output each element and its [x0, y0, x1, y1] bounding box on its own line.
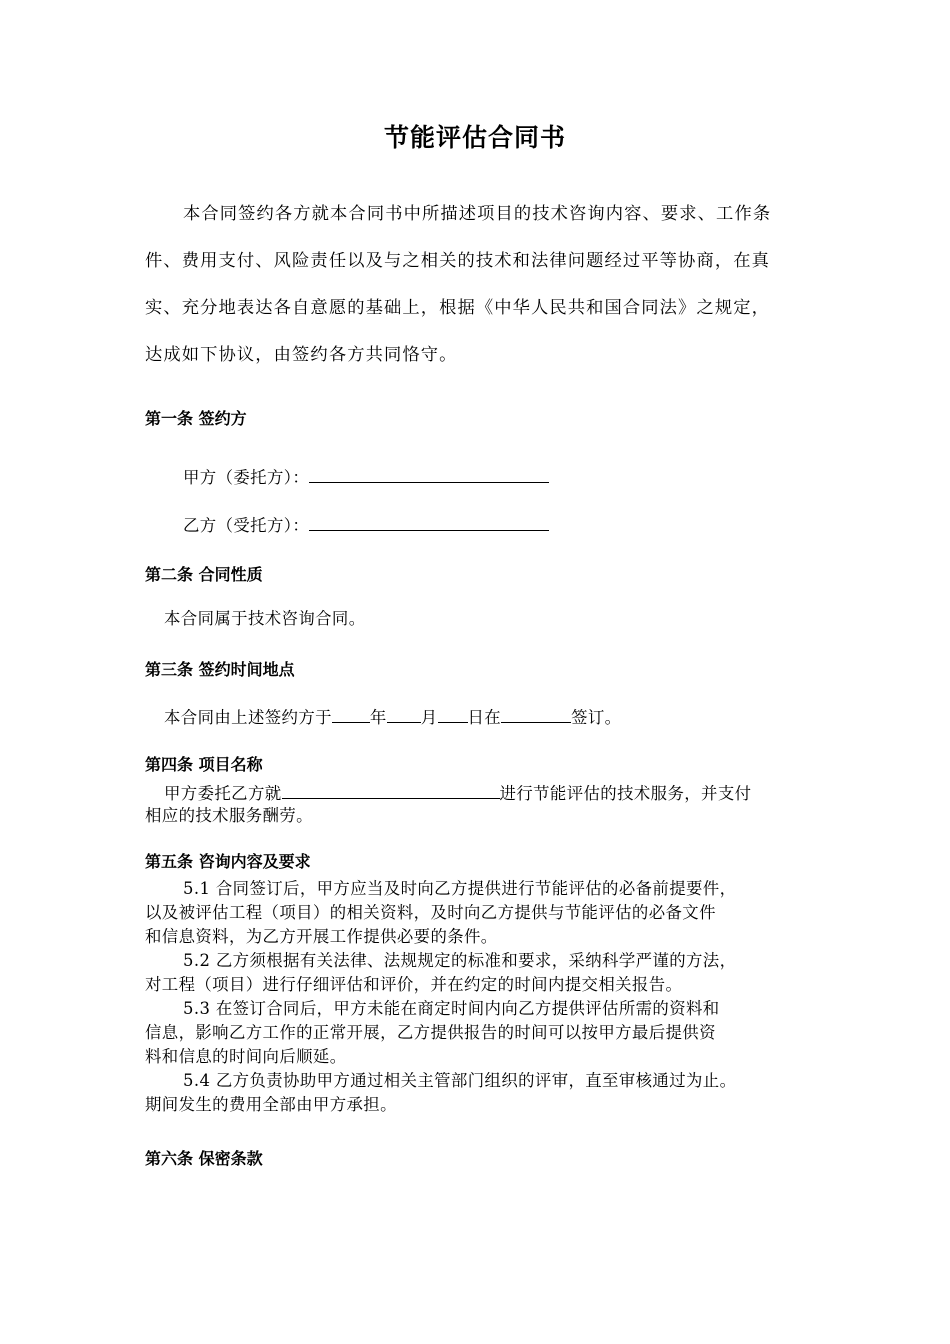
clause-5-3-line-2: 信息，影响乙方工作的正常开展，乙方提供报告的时间可以按甲方最后提供资	[145, 1023, 716, 1042]
intro-line-4: 达成如下协议，由签约各方共同恪守。	[145, 345, 458, 365]
article-1-heading: 第一条 签约方	[145, 409, 247, 428]
clause-5-2-line-2: 对工程（项目）进行仔细评估和评价，并在约定的时间内提交相关报告。	[145, 975, 683, 994]
clause-5-4-line-2: 期间发生的费用全部由甲方承担。	[145, 1095, 397, 1114]
article-3-text-1: 本合同由上述签约方于	[164, 708, 332, 727]
document-title: 节能评估合同书	[383, 123, 566, 152]
article-4-text-2: 进行节能评估的技术服务，并支付	[499, 784, 752, 803]
party-a-blank	[309, 464, 549, 483]
clause-5-4-line-1: 5.4 乙方负责协助甲方通过相关主管部门组织的评审，直至审核通过为止。	[183, 1071, 737, 1090]
article-4-heading: 第四条 项目名称	[145, 755, 263, 774]
intro-line-2: 件、费用支付、风险责任以及与之相关的技术和法律问题经过平等协商，在真	[145, 251, 770, 271]
article-3-line	[164, 704, 621, 730]
day-blank	[438, 704, 468, 723]
year-label: 年	[369, 708, 387, 727]
article-4-line-1	[164, 780, 751, 806]
article-2-heading: 第二条 合同性质	[145, 565, 263, 584]
party-a-line	[183, 464, 549, 490]
party-b-line	[183, 512, 549, 538]
intro-line-1: 本合同签约各方就本合同书中所描述项目的技术咨询内容、要求、工作条	[183, 204, 772, 224]
signed-label: 签订。	[571, 708, 622, 727]
article-6-heading: 第六条 保密条款	[145, 1149, 263, 1168]
article-2-text: 本合同属于技术咨询合同。	[164, 609, 366, 628]
place-blank	[501, 704, 571, 723]
intro-line-3: 实、充分地表达各自意愿的基础上，根据《中华人民共和国合同法》之规定，	[145, 298, 770, 318]
article-5-heading: 第五条 咨询内容及要求	[145, 852, 311, 871]
year-blank	[332, 704, 370, 723]
article-3-heading: 第三条 签约时间地点	[145, 660, 295, 679]
clause-5-1-line-2: 以及被评估工程（项目）的相关资料，及时向乙方提供与节能评估的必备文件	[145, 903, 716, 922]
party-b-label: 乙方（受托方）：	[183, 516, 310, 535]
clause-5-1-line-3: 和信息资料，为乙方开展工作提供必要的条件。	[145, 927, 498, 946]
clause-5-3-line-3: 料和信息的时间向后顺延。	[145, 1047, 347, 1066]
clause-5-2-line-1: 5.2 乙方须根据有关法律、法规规定的标准和要求，采纳科学严谨的方法，	[183, 951, 737, 970]
party-a-label: 甲方（委托方）：	[183, 468, 310, 487]
party-b-blank	[309, 512, 549, 531]
month-label: 月	[420, 708, 438, 727]
month-blank	[387, 704, 421, 723]
day-label: 日在	[467, 708, 502, 727]
project-blank	[282, 780, 500, 799]
clause-5-1-line-1: 5.1 合同签订后，甲方应当及时向乙方提供进行节能评估的必备前提要件，	[183, 879, 737, 898]
clause-5-3-line-1: 5.3 在签订合同后，甲方未能在商定时间内向乙方提供评估所需的资料和	[183, 999, 720, 1018]
article-4-line-2: 相应的技术服务酬劳。	[145, 806, 313, 825]
article-4-text-1: 甲方委托乙方就	[164, 784, 282, 803]
